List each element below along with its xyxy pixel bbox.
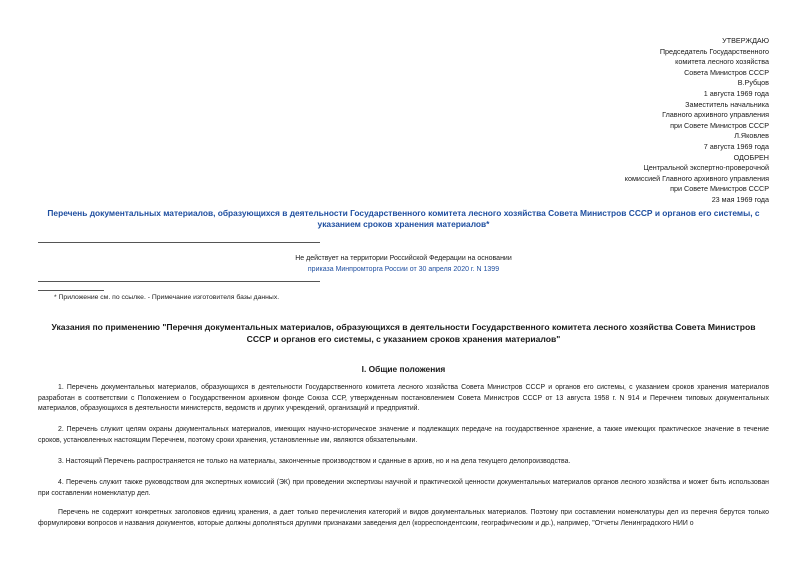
approval-line: 7 августа 1969 года (703, 141, 769, 151)
approval-line: УТВЕРЖДАЮ (722, 36, 769, 45)
approval-line: ОДОБРЕН (733, 152, 769, 162)
approval-line: при Совете Министров СССР (670, 120, 769, 130)
approval-line: комиссией Главного архивного управления (624, 173, 769, 183)
approval-line: В.Рубцов (737, 78, 769, 88)
notice-text: Не действует на территории Российской Федерации на основании (295, 255, 512, 262)
paragraph: Перечень не содержит конкретных заголовков единиц хранения, а дает только перечисления категорий и видов документальных материалов. Поэтому при составлении номенклатуры дел из перечня берутся только формулировки вопросов и названия документов, которые должны дополняться другими признаками заведения дел (корреспондентским, географическим и др.), например, "Отчеты Ленинградского НИИ о (38, 509, 769, 527)
document-title: Перечень документальных материалов, образующихся в деятельности Государственного комитета лесного хозяйства Совета Министров СССР и органов его системы, с указанием сроков хранения материалов* (47, 208, 760, 229)
approval-line: Председатель Государственного (659, 46, 769, 56)
divider (38, 242, 320, 243)
approval-line: Заместитель начальника (685, 99, 769, 109)
paragraph: 2. Перечень служит целям охраны документальных материалов, имеющих научно-историческое значение и подлежащих передаче на государственное хранение, а также имеющих практическое значение в течение сроков, установленных настоящим Перечнем, поэтому сроки хранения, установленные им, являются обязательными. (38, 426, 769, 444)
paragraph: 3. Настоящий Перечень распространяется не только на материалы, законченные производством и сданные в архив, но и на дела текущего делопроизводства. (58, 458, 571, 465)
approval-line: 23 мая 1969 года (711, 194, 769, 204)
footnote: * Приложение см. по ссылке. - Примечание изготовителя базы данных. (54, 294, 280, 301)
paragraph: 4. Перечень служит также руководством для экспертных комиссий (ЭК) при проведении экспертизы научной и практической ценности документальных материалов органов лесного хозяйства и может быть использован при составлении номенклатур дел. (38, 479, 769, 497)
approval-line: 1 августа 1969 года (703, 88, 769, 98)
instructions-heading: Указания по применению "Перечня документальных материалов, образующихся в деятельности Государственного комитета лесного хозяйства Совета Министров СССР и органов его системы, с указанием сроков хранения материалов" (51, 322, 756, 344)
approval-line: комитета лесного хозяйства (675, 57, 769, 67)
approval-line: при Совете Министров СССР (670, 184, 769, 194)
status-notice (40, 254, 767, 275)
order-link[interactable]: приказа Минпромторга России от 30 апреля 2020 г. N 1399 (307, 265, 500, 273)
approval-block (519, 36, 769, 206)
approval-line: Центральной экспертно-проверочной (643, 163, 769, 173)
divider (38, 281, 320, 282)
approval-line: Л.Яковлев (734, 131, 769, 141)
paragraph: 1. Перечень документальных материалов, образующихся в деятельности Государственного комитета лесного хозяйства Совета Министров СССР и органов его системы, с указанием сроков хранения материалов разработан в соответствии с Положением о Государственном архивном фонде Союза ССР, утвержденным постановлением Совета Министров СССР от 13 августа 1958 г. N 914 и Перечнем типовых документальных материалов, образующихся в деятельности министерств, ведомств и других учреждений, организаций и предприятий. (38, 384, 769, 413)
approval-line: Главного архивного управления (662, 110, 769, 120)
approval-line: Совета Министров СССР (684, 67, 769, 77)
section-title: I. Общие положения (361, 364, 446, 374)
footnote-divider (38, 290, 104, 291)
